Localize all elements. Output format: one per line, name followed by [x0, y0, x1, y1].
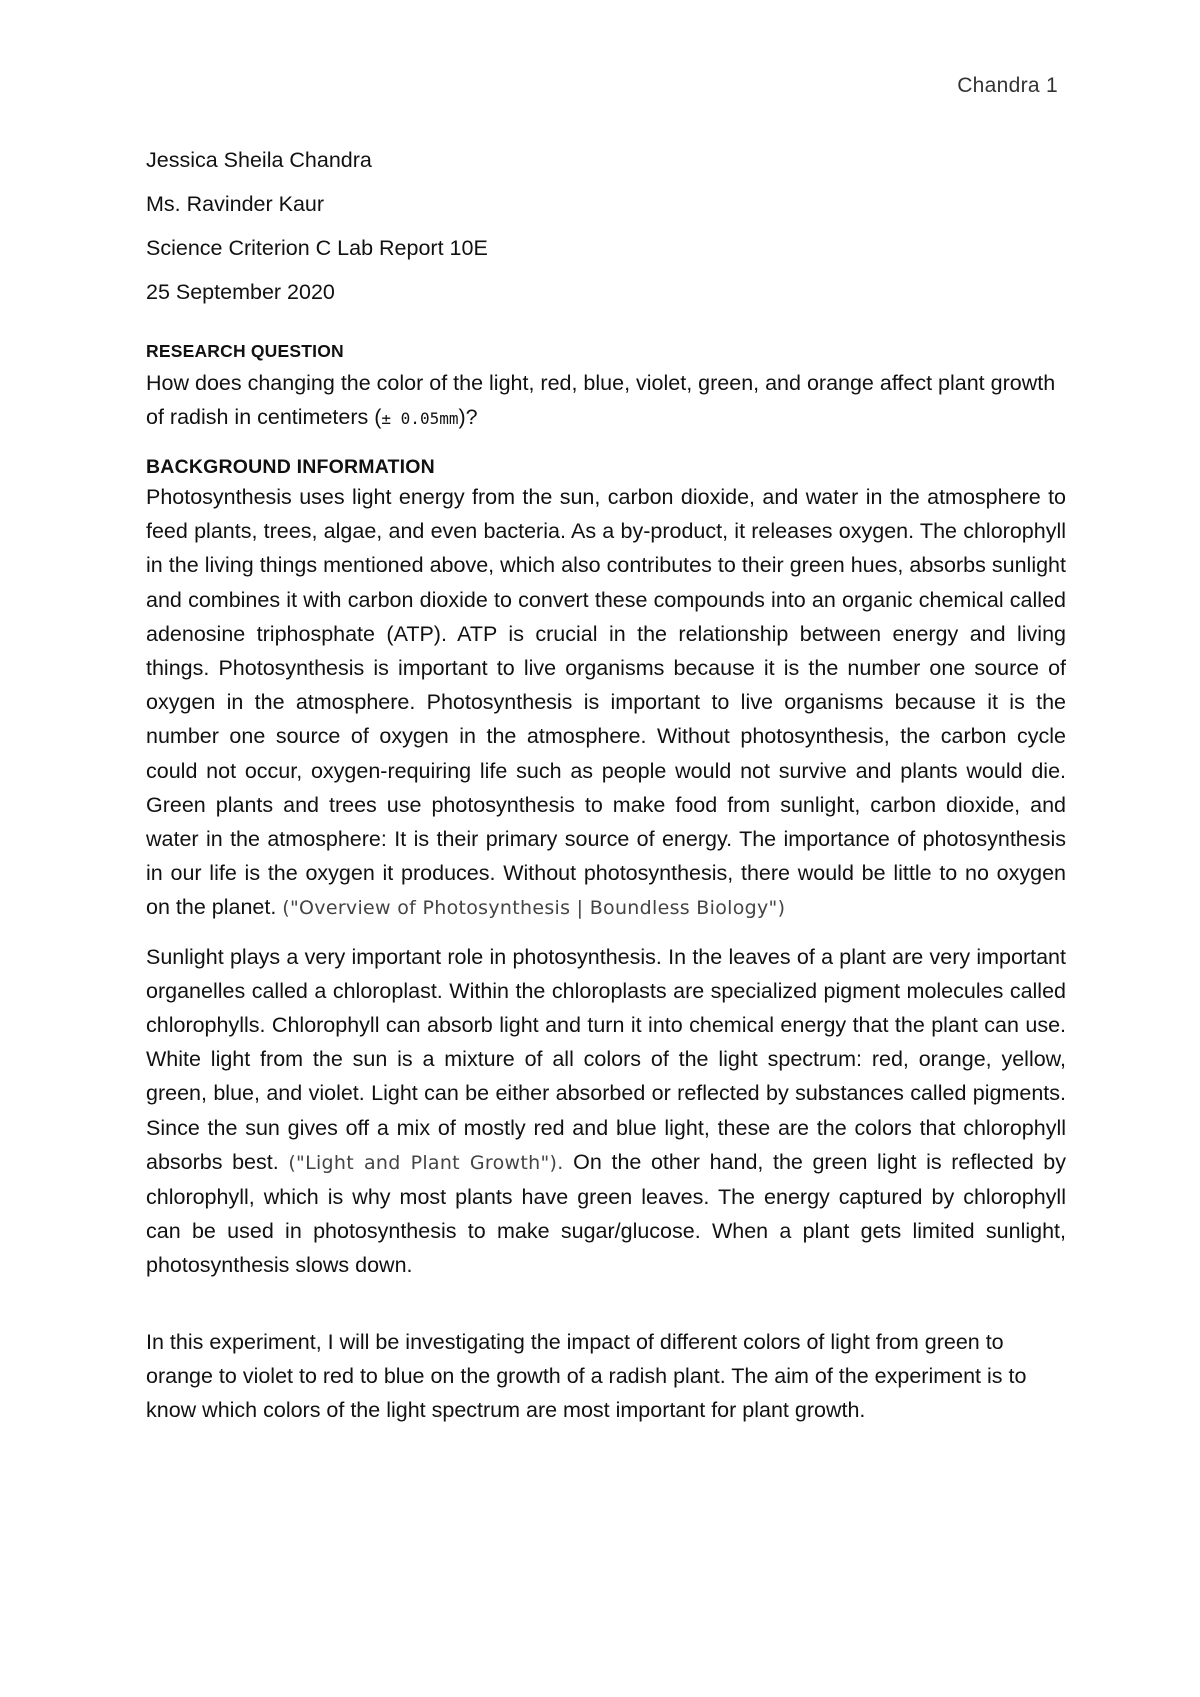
background-paragraph-2: [146, 940, 1066, 1283]
research-question-text: [146, 366, 1066, 436]
teacher-name: Ms. Ravinder Kaur: [146, 192, 325, 216]
background-paragraph-2-text: Sunlight plays a very important role in photosynthesis. In the leaves of a plant are very important organelles called a chloroplast. Within the chloroplasts are specialized pigment molecules called chlorophylls. Chlorophyll can absorb light and turn it into chemical energy that the plant can use. White light from the sun is a mixture of all colors of the light spectrum: red, orange, yellow, green, blue, and violet. Light can be either absorbed or reflected by substances called pigments. Since the sun gives off a mix of mostly red and blue light, these are the colors that chlorophyll absorbs best.: [146, 944, 1066, 1174]
author-name: Jessica Sheila Chandra: [146, 148, 372, 172]
running-head: Chandra 1: [957, 74, 1058, 97]
citation-overview-photosynthesis: ("Overview of Photosynthesis | Boundless Biology"): [282, 897, 786, 920]
research-question-end: )?: [458, 405, 478, 429]
citation-light-plant-growth: ("Light and Plant Growth").: [288, 1151, 564, 1174]
research-question-body: How does changing the color of the light, red, blue, violet, green, and orange affect plant growth of radish in centimeters (: [146, 371, 1056, 429]
experiment-aim-paragraph: In this experiment, I will be investigating the impact of different colors of light from green to orange to violet to red to blue on the growth of a radish plant. The aim of the experiment is to know which colors of the light spectrum are most important for plant growth.: [146, 1329, 1027, 1423]
measurement-uncertainty: ± 0.05mm: [381, 409, 459, 428]
background-paragraph-1-text: Photosynthesis uses light energy from the sun, carbon dioxide, and water in the atmosphere to feed plants, trees, algae, and even bacteria. As a by-product, it releases oxygen. The chlorophyll in the living things mentioned above, which also contributes to their green hues, absorbs sunlight and combines it with carbon dioxide to convert these compounds into an organic chemical called adenosine triphosphate (ATP). ATP is crucial in the relationship between energy and living things. Photosynthesis is important to live organisms because it is the number one source of oxygen in the atmosphere. Photosynthesis is important to live organisms because it is the number one source of oxygen in the atmosphere. Without photosynthesis, the carbon cycle could not occur, oxygen-requiring life such as people would not survive and plants would die. Green plants and trees use photosynthesis to make food from sunlight, carbon dioxide, and water in the atmosphere: It is their primary source of energy. The importance of photosynthesis in our life is the oxygen it produces. Without photosynthesis, there would be little to no oxygen on the planet.: [146, 485, 1066, 920]
background-paragraph-1: [146, 480, 1066, 926]
document-body: [146, 146, 1066, 1427]
background-heading: BACKGROUND INFORMATION: [146, 456, 435, 478]
research-question-heading: RESEARCH QUESTION: [146, 341, 344, 361]
background-paragraph-2-end: On the other hand, the green light is reflected by chlorophyll, which is why most plants have green leaves. The energy captured by chlorophyll can be used in photosynthesis to make sugar/glucose. When a plant gets limited sunlight, photosynthesis slows down.: [146, 1149, 1067, 1278]
course-title: Science Criterion C Lab Report 10E: [146, 236, 488, 260]
report-date: 25 September 2020: [146, 280, 335, 304]
